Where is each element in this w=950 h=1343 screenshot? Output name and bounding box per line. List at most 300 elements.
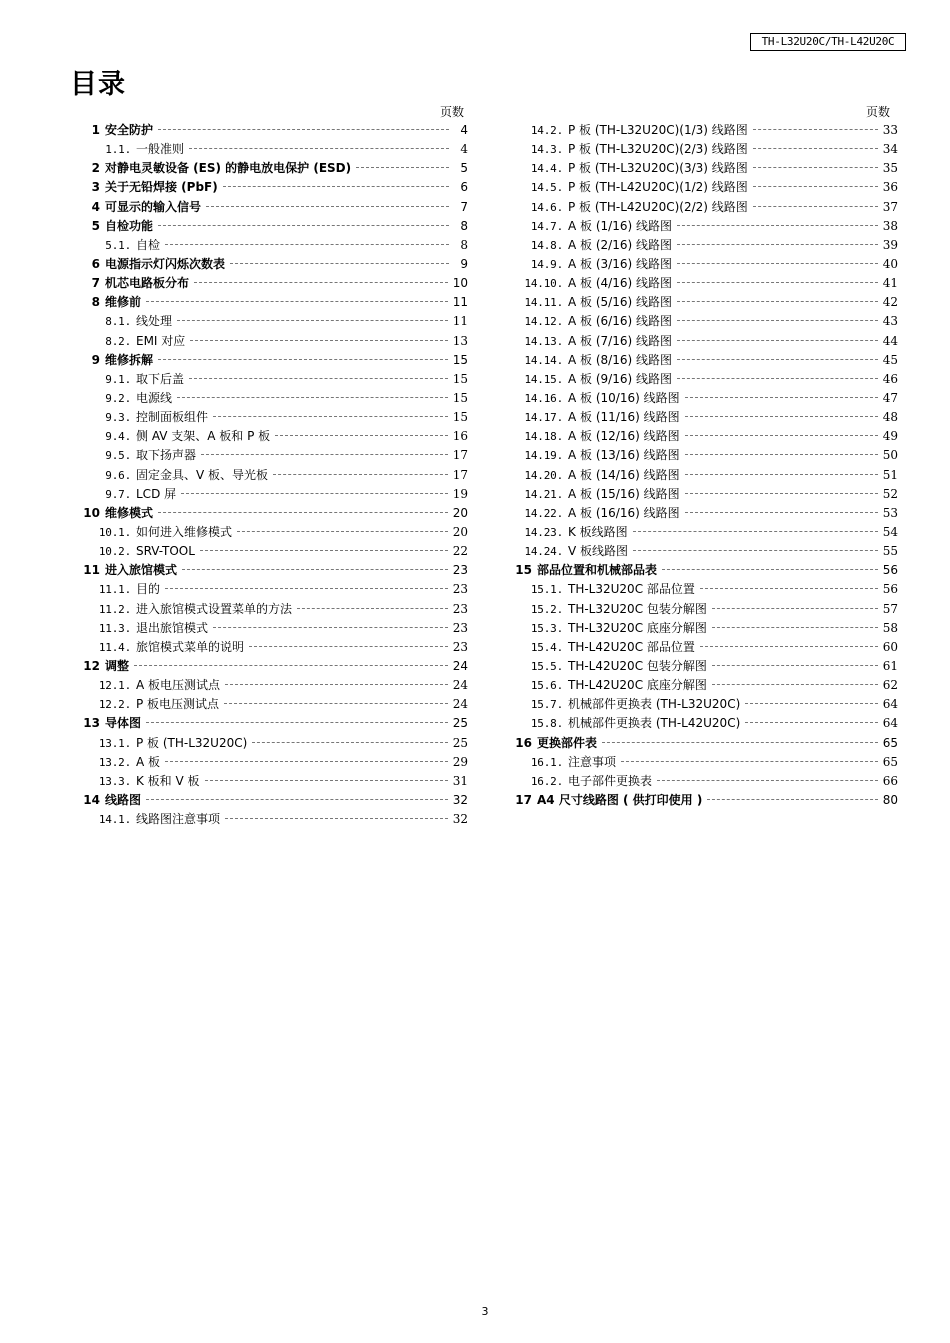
toc-entry-page: 23 — [452, 620, 468, 635]
toc-subsection-entry[interactable] — [512, 523, 898, 542]
toc-subsection-entry[interactable] — [512, 159, 898, 178]
toc-entry-number: 12 — [83, 658, 100, 673]
toc-entry-number: 13.3. — [98, 774, 131, 788]
toc-leader-line — [753, 129, 878, 130]
toc-entry-title: A 板 (8/16) 线路图 — [568, 352, 672, 367]
toc-column-right — [512, 121, 898, 810]
toc-leader-line — [158, 359, 448, 360]
toc-subsection-entry[interactable] — [512, 217, 898, 236]
toc-section-entry[interactable] — [80, 561, 468, 580]
toc-entry-title: TH-L32U20C 底座分解图 — [568, 620, 707, 635]
toc-entry-title: 侧 AV 支架、A 板和 P 板 — [136, 429, 271, 444]
toc-entry-title: 机械部件更换表 (TH-L42U20C) — [568, 716, 741, 731]
toc-entry-title: A 板 (14/16) 线路图 — [568, 467, 680, 482]
toc-entry-title: 电子部件更换表 — [568, 773, 653, 788]
toc-leader-line — [753, 148, 878, 149]
toc-entry-page: 8 — [460, 237, 468, 252]
toc-entry-title: TH-L42U20C 部品位置 — [568, 639, 695, 654]
toc-entry-number: 14.18. — [524, 430, 563, 444]
toc-entry-page: 56 — [882, 563, 898, 578]
toc-entry-title: 可显示的输入信号 — [105, 199, 202, 214]
toc-entry-page: 40 — [882, 256, 898, 271]
toc-leader-line — [165, 588, 448, 589]
toc-subsection-entry[interactable] — [512, 274, 898, 293]
toc-subsection-entry[interactable] — [512, 198, 898, 217]
toc-section-entry[interactable] — [80, 178, 468, 197]
toc-subsection-entry[interactable] — [512, 753, 898, 772]
toc-subsection-entry[interactable] — [80, 810, 468, 829]
toc-subsection-entry[interactable] — [80, 485, 468, 504]
toc-leader-line — [602, 742, 878, 743]
toc-entry-number: 13.2. — [98, 755, 131, 769]
toc-section-entry[interactable] — [512, 791, 898, 810]
toc-subsection-entry[interactable] — [512, 332, 898, 351]
toc-entry-page: 32 — [452, 792, 468, 807]
toc-subsection-entry[interactable] — [80, 772, 468, 791]
toc-entry-page: 23 — [452, 563, 468, 578]
toc-entry-number: 14 — [83, 792, 100, 807]
toc-subsection-entry[interactable] — [80, 236, 468, 255]
toc-subsection-entry[interactable] — [512, 236, 898, 255]
toc-entry-page: 9 — [460, 256, 468, 271]
toc-entry-number: 1 — [91, 123, 100, 137]
toc-entry-page: 41 — [882, 276, 898, 291]
toc-leader-line — [685, 435, 878, 436]
toc-leader-line — [158, 129, 449, 130]
toc-entry-title: 电源指示灯闪烁次数表 — [105, 256, 226, 271]
toc-subsection-entry[interactable] — [512, 140, 898, 159]
toc-leader-line — [194, 282, 448, 283]
toc-subsection-entry[interactable] — [512, 446, 898, 465]
toc-entry-number: 14.5. — [530, 181, 563, 195]
toc-entry-page: 58 — [882, 620, 898, 635]
toc-section-entry[interactable] — [512, 734, 898, 753]
toc-entry-page: 35 — [882, 161, 898, 176]
toc-entry-title: A 板 — [136, 754, 161, 769]
toc-section-entry[interactable] — [80, 121, 468, 140]
toc-subsection-entry[interactable] — [80, 389, 468, 408]
toc-entry-title: A 板 (11/16) 线路图 — [568, 410, 680, 425]
toc-leader-line — [165, 761, 448, 762]
toc-entry-page: 51 — [882, 467, 898, 482]
toc-subsection-entry[interactable] — [512, 714, 898, 733]
toc-entry-page: 80 — [882, 792, 898, 807]
toc-subsection-entry[interactable] — [512, 619, 898, 638]
toc-section-entry[interactable] — [512, 561, 898, 580]
toc-leader-line — [685, 454, 878, 455]
toc-subsection-entry[interactable] — [512, 121, 898, 140]
toc-entry-number: 14.7. — [530, 219, 563, 233]
toc-entry-title: 电源线 — [136, 390, 173, 405]
toc-entry-page: 22 — [452, 544, 468, 559]
toc-entry-number: 2 — [91, 161, 100, 176]
toc-subsection-entry[interactable] — [512, 351, 898, 370]
toc-entry-number: 16.1. — [530, 755, 563, 769]
toc-entry-number: 5 — [91, 218, 100, 233]
toc-entry-title: A 板 (4/16) 线路图 — [568, 276, 672, 291]
toc-subsection-entry[interactable] — [512, 638, 898, 657]
toc-leader-line — [297, 608, 448, 609]
toc-entry-number: 14.22. — [524, 506, 563, 520]
toc-leader-line — [356, 167, 449, 168]
toc-entry-number: 17 — [515, 792, 532, 807]
toc-subsection-entry[interactable] — [512, 695, 898, 714]
toc-entry-number: 8.2. — [105, 334, 131, 348]
toc-entry-page: 34 — [882, 142, 898, 157]
toc-entry-number: 11.2. — [98, 602, 131, 616]
toc-entry-number: 10 — [83, 505, 100, 520]
toc-entry-title: 退出旅馆模式 — [136, 620, 209, 635]
toc-entry-number: 15 — [515, 563, 532, 578]
toc-leader-line — [158, 225, 449, 226]
toc-entry-title: 取下后盖 — [136, 371, 185, 386]
toc-entry-title: P 板 (TH-L32U20C)(2/3) 线路图 — [568, 142, 748, 157]
toc-leader-line — [712, 608, 878, 609]
toc-leader-line — [753, 167, 878, 168]
toc-subsection-entry[interactable] — [80, 695, 468, 714]
toc-column-left — [80, 121, 468, 829]
toc-entry-number: 14.17. — [524, 411, 563, 425]
toc-leader-line — [633, 531, 878, 532]
toc-entry-number: 15.4. — [530, 640, 563, 654]
toc-leader-line — [237, 531, 448, 532]
toc-entry-title: 如何进入维修模式 — [136, 524, 233, 539]
toc-entry-number: 14.19. — [524, 449, 563, 463]
toc-entry-title: 关于无铅焊接 (PbF) — [105, 180, 218, 195]
toc-entry-number: 14.21. — [524, 487, 563, 501]
toc-leader-line — [190, 340, 447, 341]
toc-entry-title: 目的 — [136, 582, 161, 597]
toc-entry-page: 44 — [882, 333, 898, 348]
toc-entry-number: 1.1. — [105, 143, 131, 157]
toc-leader-line — [662, 569, 878, 570]
toc-entry-number: 13 — [83, 716, 100, 731]
toc-section-entry[interactable] — [80, 714, 468, 733]
toc-entry-number: 11.1. — [98, 583, 131, 597]
toc-leader-line — [745, 703, 877, 704]
toc-entry-number: 16 — [515, 735, 532, 750]
toc-entry-page: 5 — [460, 161, 468, 176]
toc-section-entry[interactable] — [80, 351, 468, 370]
toc-entry-page: 32 — [452, 812, 468, 827]
toc-leader-line — [633, 550, 878, 551]
toc-leader-line — [146, 799, 448, 800]
toc-entry-title: A 板 (1/16) 线路图 — [568, 218, 672, 233]
toc-entry-title: 一般准则 — [136, 142, 185, 157]
toc-leader-line — [249, 646, 448, 647]
toc-leader-line — [189, 378, 448, 379]
toc-entry-page: 48 — [882, 410, 898, 425]
toc-leader-line — [712, 627, 878, 628]
toc-entry-title: 调整 — [105, 658, 130, 673]
toc-section-entry[interactable] — [80, 159, 468, 178]
toc-entry-title: 进入旅馆模式 — [105, 563, 178, 578]
toc-entry-title: 导体图 — [105, 716, 142, 731]
toc-entry-title: A4 尺寸线路图 ( 供打印使用 ) — [537, 792, 703, 807]
toc-entry-title: 控制面板组件 — [136, 410, 209, 425]
toc-leader-line — [745, 722, 877, 723]
toc-entry-title: A 板 (3/16) 线路图 — [568, 256, 672, 271]
toc-leader-line — [158, 512, 448, 513]
toc-leader-line — [657, 780, 878, 781]
toc-subsection-entry[interactable] — [80, 542, 468, 561]
toc-entry-number: 15.5. — [530, 659, 563, 673]
toc-entry-number: 14.16. — [524, 391, 563, 405]
toc-section-entry[interactable] — [80, 217, 468, 236]
toc-entry-page: 20 — [452, 505, 468, 520]
toc-subsection-entry[interactable] — [512, 600, 898, 619]
toc-entry-page: 11 — [452, 295, 468, 310]
toc-entry-page: 24 — [452, 678, 468, 693]
toc-entry-number: 11 — [83, 563, 100, 578]
toc-entry-title: A 板 (10/16) 线路图 — [568, 390, 680, 405]
toc-entry-title: A 板 (2/16) 线路图 — [568, 237, 672, 252]
toc-entry-page: 15 — [452, 390, 468, 405]
toc-entry-number: 14.20. — [524, 468, 563, 482]
toc-entry-number: 9.7. — [105, 487, 131, 501]
toc-entry-number: 9.2. — [105, 391, 131, 405]
toc-entry-page: 64 — [882, 697, 898, 712]
toc-subsection-entry[interactable] — [512, 408, 898, 427]
toc-subsection-entry[interactable] — [512, 542, 898, 561]
toc-subsection-entry[interactable] — [512, 255, 898, 274]
toc-entry-title: TH-L32U20C 部品位置 — [568, 582, 695, 597]
toc-entry-title: A 板 (13/16) 线路图 — [568, 448, 680, 463]
toc-section-entry[interactable] — [80, 293, 468, 312]
toc-subsection-entry[interactable] — [512, 370, 898, 389]
toc-entry-title: 自检功能 — [105, 218, 154, 233]
toc-entry-title: P 板 (TH-L32U20C)(3/3) 线路图 — [568, 161, 748, 176]
toc-entry-page: 64 — [882, 716, 898, 731]
toc-entry-page: 4 — [460, 123, 468, 137]
toc-subsection-entry[interactable] — [512, 504, 898, 523]
toc-subsection-entry[interactable] — [80, 140, 468, 159]
toc-entry-page: 39 — [882, 237, 898, 252]
toc-entry-title: 对静电灵敏设备 (ES) 的静电放电保护 (ESD) — [105, 161, 352, 176]
toc-subsection-entry[interactable] — [80, 676, 468, 695]
toc-entry-number: 14.10. — [524, 277, 563, 291]
toc-entry-title: A 板 (16/16) 线路图 — [568, 505, 680, 520]
toc-entry-number: 12.1. — [98, 679, 131, 693]
toc-entry-page: 24 — [452, 697, 468, 712]
toc-entry-number: 14.23. — [524, 525, 563, 539]
toc-entry-page: 17 — [452, 467, 468, 482]
toc-entry-title: 维修模式 — [105, 505, 154, 520]
toc-entry-page: 38 — [882, 218, 898, 233]
toc-entry-number: 14.12. — [524, 315, 563, 329]
toc-entry-page: 25 — [452, 716, 468, 731]
toc-subsection-entry[interactable] — [512, 312, 898, 331]
toc-entry-page: 36 — [882, 180, 898, 195]
toc-subsection-entry[interactable] — [512, 772, 898, 791]
toc-entry-page: 66 — [882, 773, 898, 788]
page-title: 目录 — [70, 69, 126, 100]
toc-entry-page: 23 — [452, 601, 468, 616]
toc-leader-line — [677, 282, 878, 283]
toc-entry-number: 11.4. — [98, 640, 131, 654]
toc-entry-title: 取下扬声器 — [136, 448, 197, 463]
toc-entry-page: 43 — [882, 314, 898, 329]
toc-section-entry[interactable] — [80, 274, 468, 293]
toc-subsection-entry[interactable] — [80, 753, 468, 772]
toc-entry-title: 进入旅馆模式设置菜单的方法 — [136, 601, 293, 616]
toc-leader-line — [677, 225, 878, 226]
toc-entry-page: 20 — [452, 524, 468, 539]
toc-entry-page: 47 — [882, 390, 898, 405]
toc-leader-line — [753, 186, 878, 187]
toc-entry-number: 14.4. — [530, 162, 563, 176]
toc-entry-title: V 板线路图 — [568, 544, 629, 559]
toc-leader-line — [213, 416, 448, 417]
toc-entry-page: 50 — [882, 448, 898, 463]
toc-entry-title: A 板 (5/16) 线路图 — [568, 295, 672, 310]
toc-entry-number: 9.4. — [105, 430, 131, 444]
toc-section-entry[interactable] — [80, 198, 468, 217]
toc-leader-line — [225, 684, 448, 685]
toc-entry-title: 维修拆解 — [105, 352, 154, 367]
toc-subsection-entry[interactable] — [80, 638, 468, 657]
toc-leader-line — [275, 435, 448, 436]
toc-entry-number: 14.11. — [524, 296, 563, 310]
toc-entry-page: 55 — [882, 544, 898, 559]
toc-leader-line — [134, 665, 448, 666]
toc-entry-page: 57 — [882, 601, 898, 616]
toc-entry-page: 52 — [882, 486, 898, 501]
toc-entry-title: A 板 (9/16) 线路图 — [568, 371, 672, 386]
toc-subsection-entry[interactable] — [80, 332, 468, 351]
toc-leader-line — [685, 493, 878, 494]
toc-leader-line — [677, 359, 878, 360]
page-number: 3 — [481, 1305, 489, 1318]
toc-entry-number: 14.9. — [530, 257, 563, 271]
toc-leader-line — [252, 742, 447, 743]
toc-entry-title: A 板 (12/16) 线路图 — [568, 429, 680, 444]
toc-entry-title: 更换部件表 — [537, 735, 598, 750]
toc-leader-line — [201, 454, 448, 455]
toc-subsection-entry[interactable] — [512, 427, 898, 446]
toc-subsection-entry[interactable] — [512, 178, 898, 197]
toc-leader-line — [685, 397, 878, 398]
toc-section-entry[interactable] — [80, 504, 468, 523]
toc-entry-number: 7 — [91, 276, 100, 291]
toc-entry-page: 23 — [452, 639, 468, 654]
toc-subsection-entry[interactable] — [512, 676, 898, 695]
toc-leader-line — [712, 665, 878, 666]
toc-subsection-entry[interactable] — [512, 389, 898, 408]
toc-entry-page: 65 — [882, 735, 898, 750]
toc-leader-line — [707, 799, 877, 800]
toc-entry-page: 45 — [882, 352, 898, 367]
toc-entry-title: K 板和 V 板 — [136, 773, 200, 788]
toc-section-entry[interactable] — [80, 255, 468, 274]
toc-subsection-entry[interactable] — [80, 312, 468, 331]
toc-entry-number: 14.1. — [98, 813, 131, 827]
toc-subsection-entry[interactable] — [80, 408, 468, 427]
toc-leader-line — [165, 244, 449, 245]
toc-leader-line — [712, 684, 878, 685]
toc-entry-number: 14.3. — [530, 143, 563, 157]
toc-subsection-entry[interactable] — [80, 427, 468, 446]
toc-entry-number: 6 — [91, 256, 100, 271]
toc-section-entry[interactable] — [80, 791, 468, 810]
toc-leader-line — [677, 320, 878, 321]
toc-entry-number: 10.2. — [98, 545, 131, 559]
toc-entry-title: 部品位置和机械部品表 — [537, 563, 658, 578]
toc-entry-number: 14.14. — [524, 353, 563, 367]
toc-entry-page: 10 — [452, 276, 468, 291]
toc-entry-title: P 板 (TH-L32U20C) — [136, 735, 248, 750]
toc-entry-page: 13 — [452, 333, 468, 348]
toc-entry-page: 31 — [452, 773, 468, 788]
toc-entry-page: 8 — [460, 218, 468, 233]
toc-subsection-entry[interactable] — [80, 580, 468, 599]
toc-entry-page: 49 — [882, 429, 898, 444]
toc-subsection-entry[interactable] — [512, 466, 898, 485]
toc-entry-page: 46 — [882, 371, 898, 386]
toc-subsection-entry[interactable] — [512, 293, 898, 312]
toc-entry-number: 13.1. — [98, 736, 131, 750]
toc-entry-page: 25 — [452, 735, 468, 750]
toc-entry-page: 65 — [882, 754, 898, 769]
toc-entry-number: 15.7. — [530, 698, 563, 712]
toc-entry-number: 3 — [91, 180, 100, 195]
toc-entry-title: P 板 (TH-L42U20C)(1/2) 线路图 — [568, 180, 748, 195]
toc-subsection-entry[interactable] — [80, 446, 468, 465]
toc-entry-title: P 板 (TH-L32U20C)(1/3) 线路图 — [568, 123, 748, 137]
toc-entry-number: 9.1. — [105, 372, 131, 386]
toc-entry-number: 15.8. — [530, 717, 563, 731]
toc-entry-title: TH-L42U20C 底座分解图 — [568, 678, 707, 693]
toc-leader-line — [677, 378, 878, 379]
toc-entry-title: A 板电压测试点 — [136, 678, 221, 693]
toc-subsection-entry[interactable] — [80, 466, 468, 485]
toc-subsection-entry[interactable] — [512, 580, 898, 599]
toc-entry-page: 23 — [452, 582, 468, 597]
toc-entry-number: 10.1. — [98, 525, 131, 539]
toc-entry-number: 9 — [91, 352, 100, 367]
toc-leader-line — [182, 569, 448, 570]
toc-entry-number: 5.1. — [105, 238, 131, 252]
toc-leader-line — [223, 186, 449, 187]
pages-column-header-left: 页数 — [440, 105, 465, 119]
toc-entry-page: 62 — [882, 678, 898, 693]
toc-subsection-entry[interactable] — [80, 734, 468, 753]
toc-entry-number: 8 — [91, 295, 100, 310]
toc-entry-page: 11 — [452, 314, 468, 329]
toc-entry-title: 机芯电路板分布 — [105, 276, 190, 291]
toc-subsection-entry[interactable] — [80, 619, 468, 638]
toc-leader-line — [685, 474, 878, 475]
toc-entry-title: 线处理 — [136, 314, 173, 329]
toc-subsection-entry[interactable] — [512, 657, 898, 676]
toc-subsection-entry[interactable] — [80, 600, 468, 619]
pages-column-header-right: 页数 — [866, 105, 891, 119]
toc-entry-title: A 板 (7/16) 线路图 — [568, 333, 672, 348]
toc-entry-page: 42 — [882, 295, 898, 310]
toc-leader-line — [146, 722, 448, 723]
toc-leader-line — [273, 474, 448, 475]
toc-subsection-entry[interactable] — [512, 485, 898, 504]
toc-leader-line — [206, 206, 449, 207]
toc-entry-number: 15.3. — [530, 621, 563, 635]
toc-entry-number: 4 — [91, 199, 100, 214]
toc-section-entry[interactable] — [80, 657, 468, 676]
toc-leader-line — [225, 818, 448, 819]
toc-entry-title: 注意事项 — [568, 754, 617, 769]
toc-subsection-entry[interactable] — [80, 523, 468, 542]
toc-entry-page: 16 — [452, 429, 468, 444]
toc-subsection-entry[interactable] — [80, 370, 468, 389]
